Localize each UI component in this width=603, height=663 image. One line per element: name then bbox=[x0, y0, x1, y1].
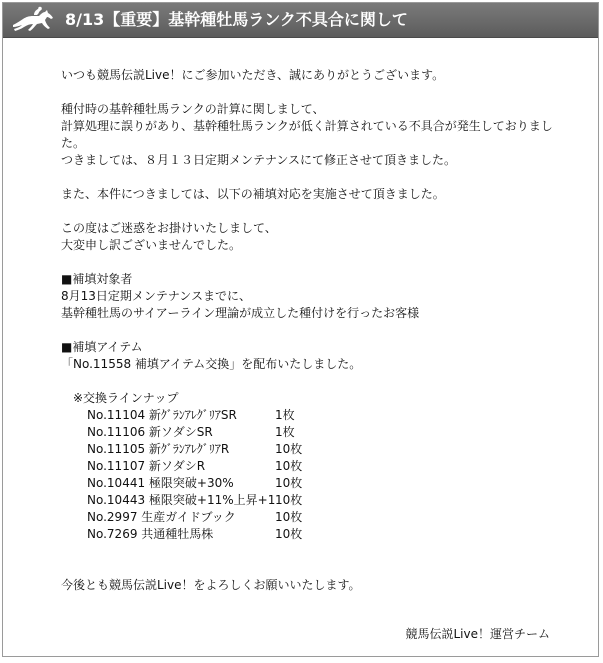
lineup-item-qty: 10枚 bbox=[275, 459, 303, 473]
closing-text: 今後とも競馬伝説Live！をよろしくお願いいたします。 bbox=[61, 578, 361, 592]
para1-line-1: 種付時の基幹種牡馬ランクの計算に関しまして、 bbox=[61, 102, 325, 116]
lineup-item-name: No.11105 新ｸﾞﾗﾝｱﾚｸﾞﾘｱR bbox=[87, 442, 230, 456]
lineup-item bbox=[73, 509, 574, 526]
target-line-2: 基幹種牡馬のサイアーライン理論が成立した種付けを行ったお客様 bbox=[61, 306, 420, 320]
para1-line-2: 計算処理に誤りがあり、基幹種牡馬ランクが低く計算されている不具合が発生しておりました。 bbox=[61, 119, 553, 150]
lineup-item-name: No.11104 新ｸﾞﾗﾝｱﾚｸﾞﾘｱSR bbox=[87, 408, 237, 422]
lineup-item bbox=[73, 441, 574, 458]
lineup-item bbox=[73, 526, 574, 543]
lineup-item-name: No.11107 新ソダシR bbox=[87, 459, 206, 473]
lineup-item-qty: 1枚 bbox=[275, 408, 295, 422]
lineup-item-name: No.7269 共通種牡馬株 bbox=[87, 527, 214, 541]
item-distribution-text: 「No.11558 補填アイテム交換」を配布いたしました。 bbox=[61, 357, 362, 371]
lineup-item bbox=[73, 458, 574, 475]
notice-body bbox=[61, 67, 574, 594]
lineup-item-qty: 10枚 bbox=[275, 527, 303, 541]
lineup-item-qty: 10枚 bbox=[275, 476, 303, 490]
lineup-item-name: No.11106 新ソダシSR bbox=[87, 425, 213, 439]
greeting-text: いつも競馬伝説Live！にご参加いただき、誠にありがとうございます。 bbox=[61, 68, 445, 82]
lineup-item bbox=[73, 424, 574, 441]
item-heading: ■補填アイテム bbox=[61, 340, 143, 354]
notice-panel bbox=[2, 2, 599, 657]
lineup-item bbox=[73, 475, 574, 492]
para2-text: また、本件につきましては、以下の補填対応を実施させて頂きました。 bbox=[61, 187, 445, 201]
lineup-item-name: No.10443 極限突破+11%上昇+1 bbox=[87, 493, 276, 507]
lineup-item-qty: 10枚 bbox=[275, 493, 303, 507]
signature: 競馬伝説Live！運営チーム bbox=[405, 627, 550, 641]
lineup-heading: ※交換ラインナップ bbox=[73, 391, 179, 405]
target-heading: ■補填対象者 bbox=[61, 272, 133, 286]
lineup-item bbox=[73, 492, 574, 509]
lineup-item-name: No.2997 生産ガイドブック bbox=[87, 510, 236, 524]
lineup-item bbox=[73, 407, 574, 424]
horse-jockey-icon bbox=[9, 6, 61, 34]
exchange-lineup bbox=[61, 390, 574, 543]
target-line-1: 8月13日定期メンテナンスまでに、 bbox=[61, 289, 251, 303]
lineup-item-name: No.10441 極限突破+30% bbox=[87, 476, 234, 490]
lineup-item-qty: 10枚 bbox=[275, 510, 303, 524]
lineup-item-qty: 1枚 bbox=[275, 425, 295, 439]
notice-header bbox=[3, 3, 598, 38]
apology-line-1: この度はご迷惑をお掛けいたしまして、 bbox=[61, 221, 277, 235]
lineup-item-qty: 10枚 bbox=[275, 442, 303, 456]
para1-line-3: つきましては、８月１３日定期メンテナンスにて修正させて頂きました。 bbox=[61, 153, 457, 167]
apology-line-2: 大変申し訳ございませんでした。 bbox=[61, 238, 242, 252]
notice-title: 8/13【重要】基幹種牡馬ランク不具合に関して bbox=[65, 10, 408, 29]
